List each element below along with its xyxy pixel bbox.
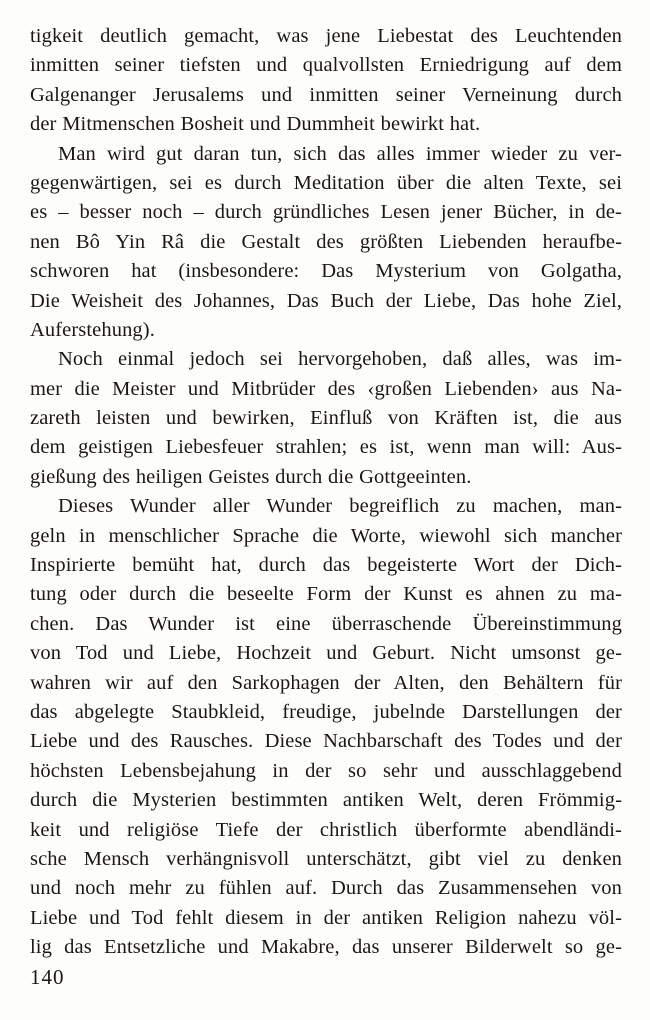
text-line: Liebe und des Rausches. Diese Nachbarschaft des Todes und der (30, 730, 622, 753)
text-line: Liebe und Tod fehlt diesem in der antiken Religion nahezu völ- (30, 906, 622, 929)
text-line: Die Weisheit des Johannes, Das Buch der Liebe, Das hohe Ziel, (30, 289, 622, 312)
page-number: 140 (30, 965, 65, 989)
text-line: inmitten seiner tiefsten und qualvollsten Erniedrigung auf dem (30, 54, 622, 77)
text-line: tung oder durch die beseelte Form der Kunst es ahnen zu ma- (30, 583, 622, 606)
text-line: Inspirierte bemüht hat, durch das begeisterte Wort der Dich- (30, 554, 622, 577)
text-line: Man wird gut daran tun, sich das alles immer wieder zu ver- (58, 142, 622, 165)
text-line: wahren wir auf den Sarkophagen der Alten, den Behältern für (30, 671, 622, 694)
text-line: Noch einmal jedoch sei hervorgehoben, daß alles, was im- (58, 348, 622, 371)
text-line: gegenwärtigen, sei es durch Meditation über die alten Texte, sei (30, 171, 622, 194)
text-line: sche Mensch verhängnisvoll unterschätzt, gibt viel zu denken (30, 847, 622, 870)
text-line: chen. Das Wunder ist eine überraschende Übereinstimmung (30, 612, 622, 635)
text-line: das abgelegte Staubkleid, freudige, jubelnde Darstellungen der (30, 700, 622, 723)
text-line: schworen hat (insbesondere: Das Mysterium von Golgatha, (30, 260, 622, 283)
text-line: durch die Mysterien bestimmten antiken Welt, deren Frömmig- (30, 789, 622, 812)
text-line: von Tod und Liebe, Hochzeit und Geburt. Nicht umsonst ge- (30, 642, 622, 665)
text-line: der Mitmenschen Bosheit und Dummheit bewirkt hat. (30, 113, 481, 136)
text-line: Auferstehung). (30, 318, 155, 341)
text-line: lig das Entsetzliche und Makabre, das unserer Bilderwelt so ge- (30, 936, 622, 959)
text-line: es – besser noch – durch gründliches Lesen jener Bücher, in de- (30, 201, 622, 224)
text-line: mer die Meister und Mitbrüder des ‹großen Liebenden› aus Na- (30, 377, 622, 400)
text-line: tigkeit deutlich gemacht, was jene Liebestat des Leuchtenden (30, 25, 622, 47)
text-line: geln in menschlicher Sprache die Worte, wiewohl sich mancher (30, 524, 622, 547)
text-line: zareth leisten und bewirken, Einfluß von Kräften ist, die aus (30, 407, 622, 430)
text-line: dem geistigen Liebesfeuer strahlen; es ist, wenn man will: Aus- (30, 436, 622, 459)
text-line: nen Bô Yin Râ die Gestalt des größten Liebenden heraufbe- (30, 230, 622, 253)
text-line: Dieses Wunder aller Wunder begreiflich zu machen, man- (58, 495, 622, 518)
text-line: gießung des heiligen Geistes durch die Gottgeeinten. (30, 465, 472, 488)
text-line: keit und religiöse Tiefe der christlich überformte abendländi- (30, 818, 622, 841)
text-line: und noch mehr zu fühlen auf. Durch das Zusammensehen von (30, 877, 622, 900)
text-line: höchsten Lebensbejahung in der so sehr und ausschlaggebend (30, 759, 622, 782)
body-text (30, 22, 622, 963)
text-line: Galgenanger Jerusalems und inmitten seiner Verneinung durch (30, 83, 622, 106)
